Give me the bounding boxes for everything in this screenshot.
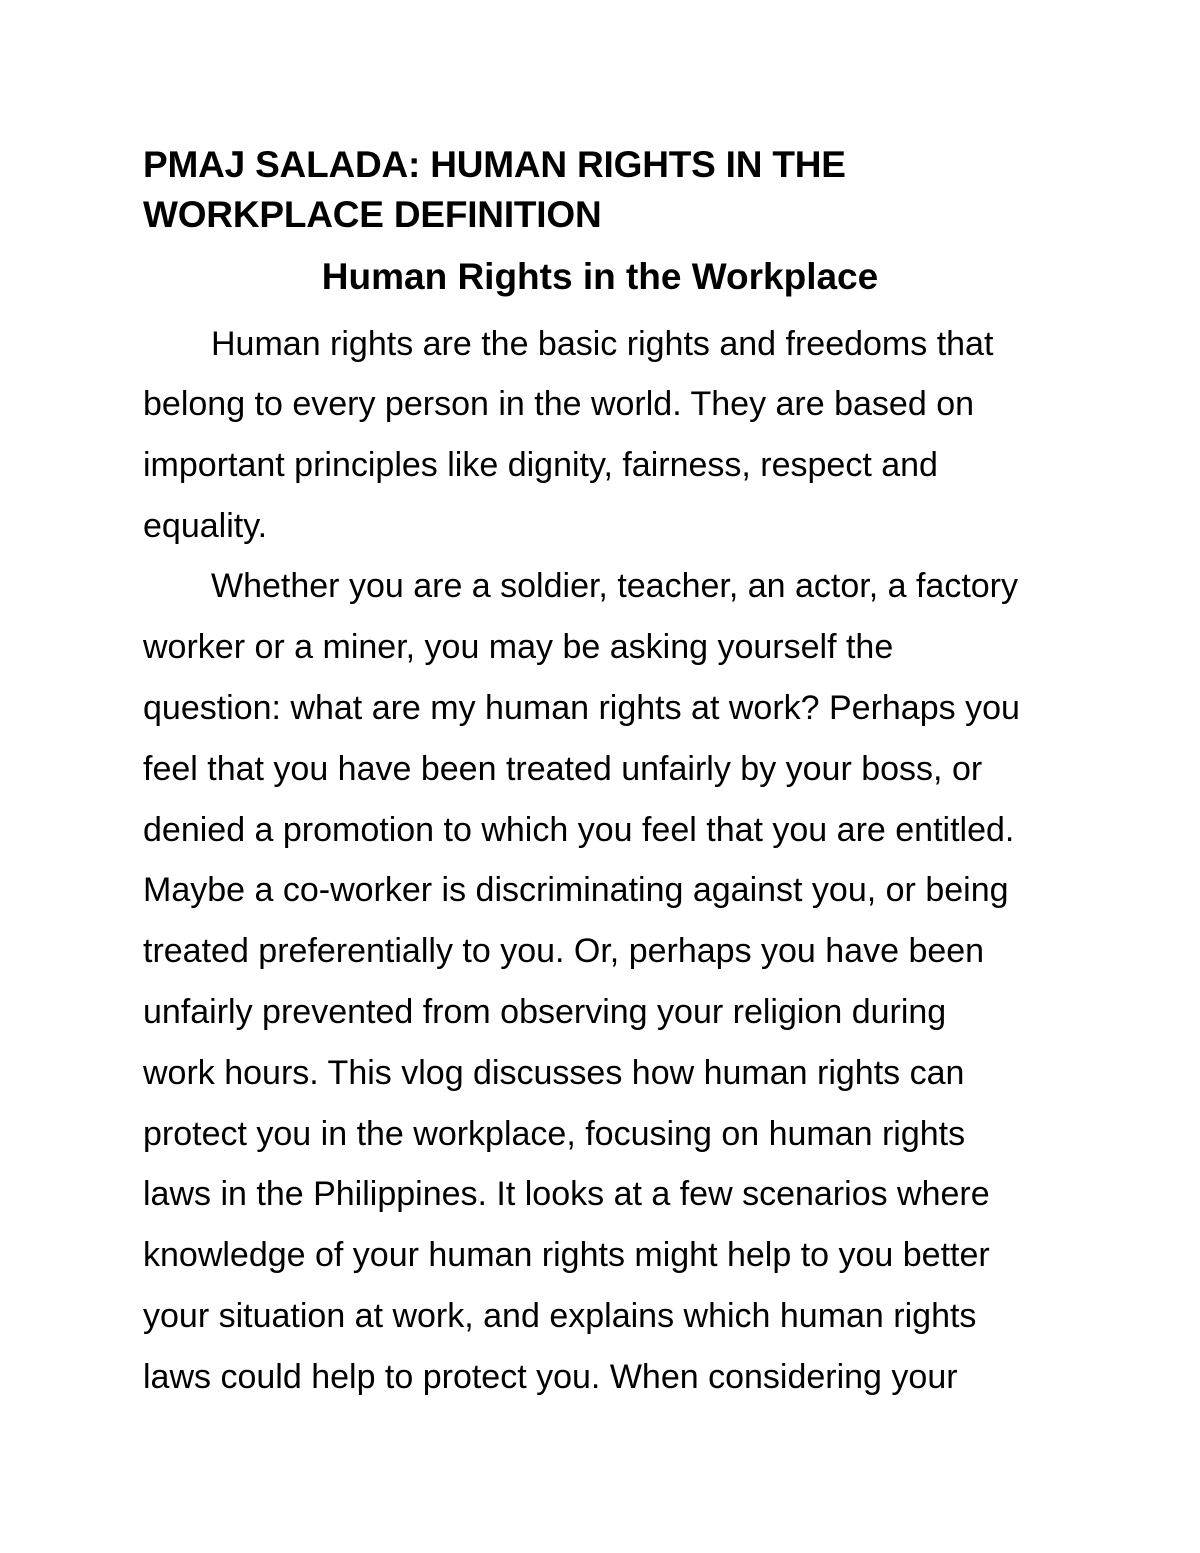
paragraph-line: Human rights are the basic rights and freedoms that [211, 325, 994, 363]
paragraph-line: worker or a miner, you may be asking yourself the [143, 628, 894, 666]
paragraph-line: feel that you have been treated unfairly by your boss, or [143, 750, 983, 788]
paragraph-line: knowledge of your human rights might help to you better [143, 1236, 990, 1274]
paragraph-line: laws in the Philippines. It looks at a few scenarios where [143, 1175, 990, 1213]
paragraph-line: protect you in the workplace, focusing on human rights [143, 1115, 966, 1153]
paragraph-line: laws could help to protect you. When considering your [143, 1358, 958, 1396]
paragraph-line: question: what are my human rights at work? Perhaps you [143, 689, 1020, 727]
paragraph-line: Maybe a co-worker is discriminating against you, or being [143, 871, 1009, 909]
document-title: PMAJ SALADA: HUMAN RIGHTS IN THE WORKPLACE DEFINITION [143, 144, 846, 235]
paragraph-line: belong to every person in the world. They are based on [143, 385, 975, 423]
paragraph-line: work hours. This vlog discusses how human rights can [143, 1054, 965, 1092]
paragraph-line: equality. [143, 507, 268, 545]
paragraph-line: your situation at work, and explains which human rights [143, 1297, 977, 1335]
section-heading: Human Rights in the Workplace [321, 256, 879, 297]
paragraph-line: unfairly prevented from observing your religion during [143, 993, 947, 1031]
paragraph-line: important principles like dignity, fairness, respect and [143, 446, 938, 484]
paragraph-line: Whether you are a soldier, teacher, an actor, a factory [211, 567, 1019, 605]
paragraph-line: treated preferentially to you. Or, perhaps you have been [143, 932, 985, 970]
paragraph-line: denied a promotion to which you feel that you are entitled. [143, 811, 1015, 849]
